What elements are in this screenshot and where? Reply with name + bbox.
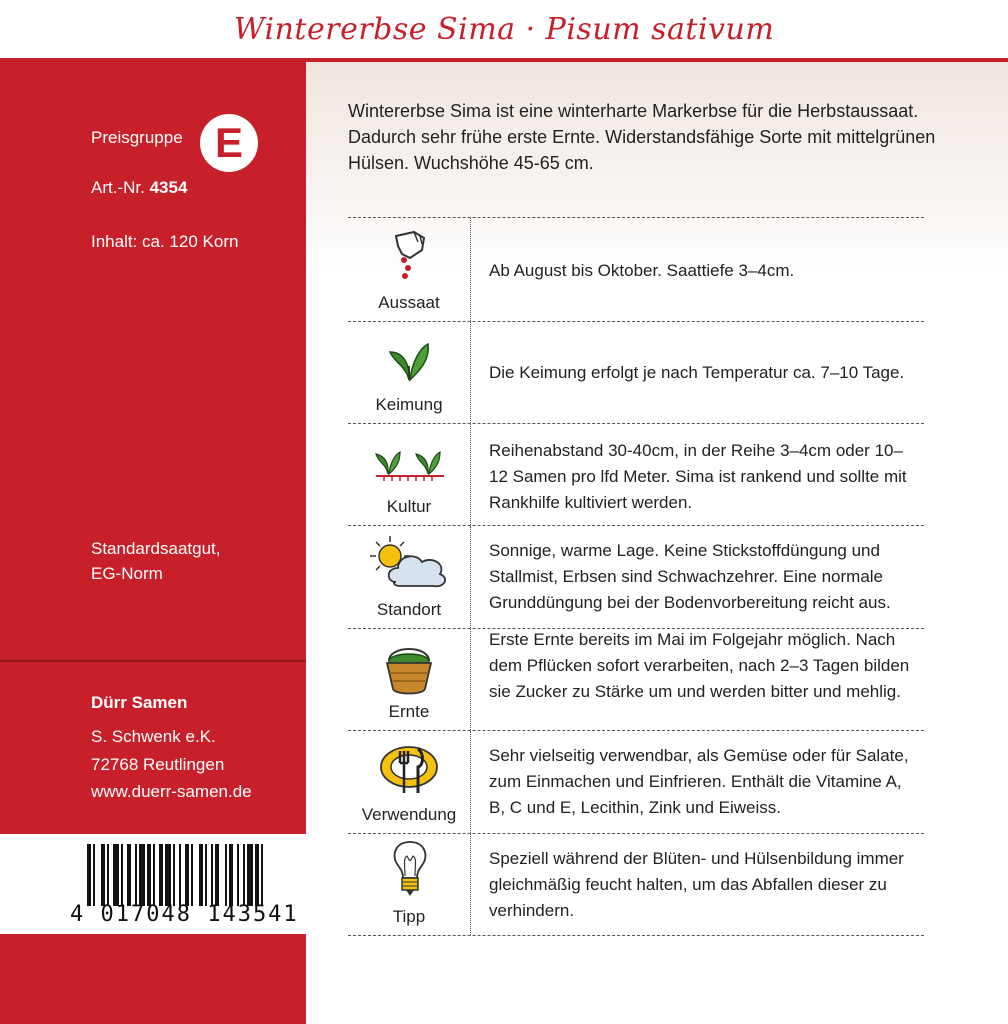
barcode-bar — [199, 844, 203, 906]
barcode-bar — [87, 844, 91, 906]
bottom-red-block — [0, 934, 306, 1024]
seed-standard-line2: EG-Norm — [91, 564, 163, 583]
row-icon-cell — [348, 424, 471, 525]
article-number-label: Art.-Nr. — [91, 178, 145, 197]
table-row — [348, 629, 924, 730]
hand-sowing-icon — [384, 228, 434, 280]
row-text: Sonnige, warme Lage. Keine Stickstoffdüngung und Stallmist, Erbsen sind Schwachzehrer. Eine normale Grunddüngung bei der Bodenvorbereitung reicht aus. — [489, 541, 891, 612]
table-row — [348, 526, 924, 628]
barcode-bar — [229, 844, 233, 906]
row-text: Ab August bis Oktober. Saattiefe 3–4cm. — [489, 261, 795, 280]
seed-standard-line1: Standardsaatgut, — [91, 539, 221, 558]
row-label: Standort — [376, 600, 442, 619]
preisgruppe-label: Preisgruppe — [91, 128, 183, 147]
barcode-bar — [237, 844, 239, 906]
barcode-bar — [135, 844, 137, 906]
barcode-number: 4 017048 143541 — [70, 902, 299, 927]
page-title: Wintererbse Sima · Pisum sativum — [233, 12, 775, 47]
barcode-bar — [153, 844, 155, 906]
barcode-bar — [147, 844, 151, 906]
company-city: 72768 Reutlingen — [91, 755, 225, 774]
row-text: Speziell während der Blüten- und Hülsenbildung immer gleichmäßig feucht halten, um das Abfallen dieser zu verhindern. — [489, 849, 904, 920]
row-icon-cell — [348, 322, 471, 423]
table-row — [348, 731, 924, 833]
barcode-bar — [173, 844, 175, 906]
basket-icon — [383, 641, 435, 697]
table-row — [348, 834, 924, 935]
sidebar — [0, 62, 306, 834]
barcode-bar — [225, 844, 227, 906]
barcode-bar — [247, 844, 253, 906]
light-bulb-icon — [390, 840, 430, 900]
barcode-bar — [93, 844, 95, 906]
barcode-bar — [255, 844, 259, 906]
company-website[interactable]: www.duerr-samen.de — [91, 782, 252, 801]
preisgruppe-badge: E — [200, 114, 258, 172]
barcode-bar — [179, 844, 181, 906]
row-icon-cell — [348, 731, 471, 833]
plants-ruler-icon — [374, 434, 446, 486]
barcode-bar — [139, 844, 145, 906]
row-text: Erste Ernte bereits im Mai im Folgejahr möglich. Nach dem Pflücken sofort verarbeiten, nach 2–3 Tagen bilden sie Zucker zu Stärke um und werden bitter und mehlig. — [489, 630, 910, 701]
sun-cloud-icon — [368, 534, 452, 590]
article-number — [91, 178, 187, 198]
barcode-bar — [159, 844, 163, 906]
barcode-bar — [215, 844, 219, 906]
barcode-bar — [113, 844, 119, 906]
row-label: Tipp — [392, 907, 426, 926]
barcode-bars — [87, 844, 309, 906]
barcode-bar — [127, 844, 131, 906]
company-name: Dürr Samen — [91, 693, 188, 712]
row-label: Keimung — [375, 395, 443, 414]
table-rule — [348, 935, 924, 936]
barcode-bar — [121, 844, 123, 906]
barcode-bar — [261, 844, 263, 906]
row-text: Die Keimung erfolgt je nach Temperatur ca. 7–10 Tage. — [489, 363, 905, 382]
sidebar-divider — [0, 660, 306, 662]
plate-cutlery-icon — [378, 743, 440, 795]
row-label: Ernte — [388, 702, 430, 721]
barcode-bar — [185, 844, 189, 906]
row-label: Aussaat — [378, 293, 440, 312]
row-label: Kultur — [386, 497, 432, 516]
barcode-bar — [243, 844, 245, 906]
row-icon-cell — [348, 629, 471, 730]
barcode-bar — [101, 844, 105, 906]
table-row — [348, 424, 924, 525]
article-number-value: 4354 — [149, 178, 188, 197]
barcode-bar — [211, 844, 213, 906]
row-icon-cell — [348, 218, 471, 321]
row-label: Verwendung — [361, 805, 457, 824]
barcode-bar — [165, 844, 171, 906]
barcode — [0, 834, 306, 934]
seedling-icon — [384, 332, 434, 384]
table-row — [348, 322, 924, 423]
barcode-bar — [107, 844, 109, 906]
page-title-bar — [0, 0, 1008, 58]
intro-text: Wintererbse Sima ist eine winterharte Markerbse für die Herbstaussaat. Dadurch sehr frühe erste Ernte. Widerstandsfähige Sorte mit mittelgrünen Hülsen. Wuchshöhe 45-65 cm. — [348, 101, 936, 173]
row-icon-cell — [348, 526, 471, 628]
row-text: Reihenabstand 30-40cm, in der Reihe 3–4cm oder 10–12 Samen pro lfd Meter. Sima ist rankend und sollte mit Rankhilfe kultiviert werden. — [489, 441, 907, 512]
content-amount: Inhalt: ca. 120 Korn — [91, 232, 239, 251]
row-text: Sehr vielseitig verwendbar, als Gemüse oder für Salate, zum Einmachen und Einfrieren. Enthält die Vitamine A, B, C und E, Lecithin, Zink und Eiweiss. — [489, 746, 909, 817]
company-owner: S. Schwenk e.K. — [91, 727, 216, 746]
barcode-bar — [191, 844, 193, 906]
row-icon-cell — [348, 834, 471, 935]
table-row — [348, 218, 924, 321]
barcode-bar — [205, 844, 207, 906]
